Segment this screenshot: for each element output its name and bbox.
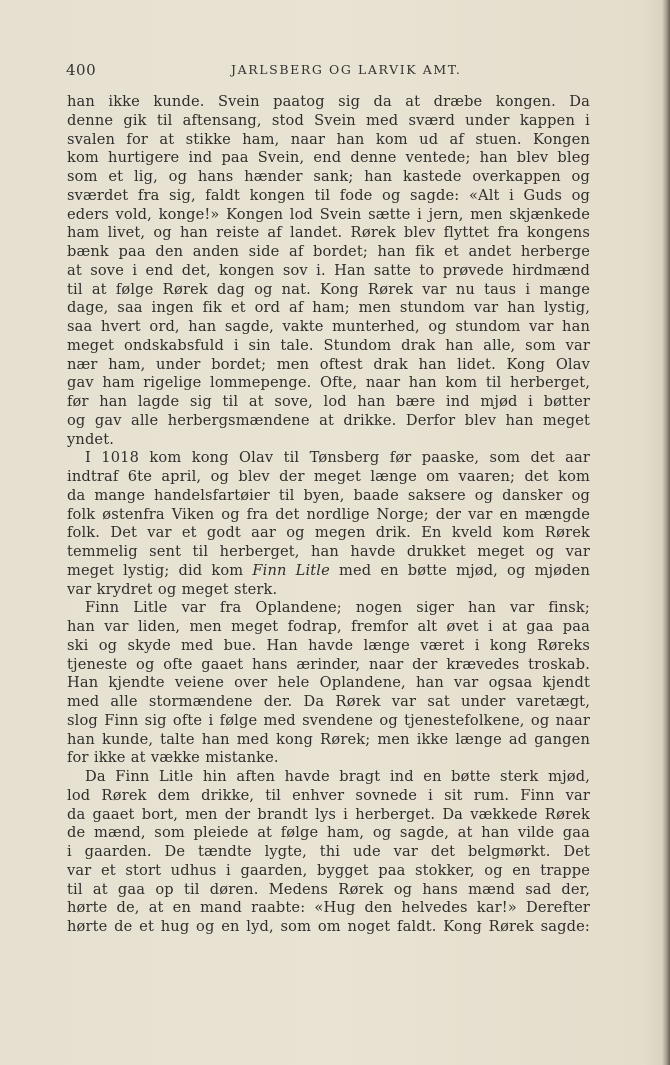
page-edge-shadow [662,0,670,1065]
text-line: og gav alle herbergsmændene at drikke. Derfor blev han meget [67,411,590,429]
text-line: han ikke kunde. Svein paatog sig da at dræbe kongen. Da [67,93,590,110]
text-line: som et lig, og hans hænder sank; han kastede overkappen og [67,168,590,185]
text-line: ham livet, og han reiste af landet. Rørek blev flyttet fra kongens [67,224,590,242]
text-line: folk. Det var et godt aar og megen drik. En kveld kom Rørek [67,524,590,542]
text-line: nær ham, under bordet; men oftest drak han lidet. Kong Olav [67,355,590,373]
text-line: lod Rørek dem drikke, til enhver sovnede i sit rum. Finn var [67,786,590,804]
text-line: eders vold, konge!» Kongen lod Svein sætte i jern, men skjænkede [67,205,590,223]
paragraph-start-line: I 1018 kom kong Olav til Tønsberg før paaske, som det aar [85,449,590,467]
text-line: dage, saa ingen fik et ord af ham; men stundom var han lystig, [67,299,590,317]
text-line: meget ondskabsfuld i sin tale. Stundom drak han alle, som var [67,336,590,354]
line-segment: med en bøtte mjød, og mjøden [329,561,590,579]
text-line: sværdet fra sig, faldt kongen til fode og sagde: «Alt i Guds og [67,186,590,204]
text-line: hørte de et hug og en lyd, som om noget faldt. Kong Rørek sagde: [67,918,590,935]
text-line: de mænd, som pleiede at følge ham, og sagde, at han vilde gaa [67,824,590,842]
text-line: var et stort udhus i gaarden, bygget paa stokker, og en trappe [67,861,590,879]
text-line: temmelig sent til herberget, han havde drukket meget og var [67,543,590,560]
page-number: 400 [66,61,97,79]
text-line: Han kjendte veiene over hele Oplandene, han var ogsaa kjendt [67,674,590,692]
text-line: denne gik til aftensang, stod Svein med sværd under kappen i [67,111,590,129]
text-line: til at gaa op til døren. Medens Rørek og hans mænd sad der, [67,880,590,898]
text-line: han var liden, men meget fodrap, fremfor alt øvet i at gaa paa [67,618,590,635]
text-line: hørte de, at en mand raabte: «Hug den helvedes kar!» Derefter [67,899,590,917]
text-line: slog Finn sig ofte i følge med svendene og tjenestefolkene, og naar [67,711,590,729]
text-line: i gaarden. De tændte lygte, thi ude var det belgmørkt. Det [67,843,590,860]
text-line: gav ham rigelige lommepenge. Ofte, naar han kom til herberget, [67,374,590,392]
text-line: saa hvert ord, han sagde, vakte munterhed, og stundom var han [67,318,590,335]
paragraph-start-line: Da Finn Litle hin aften havde bragt ind en bøtte sterk mjød, [85,768,590,785]
text-line: da mange handelsfartøier til byen, baade saksere og dansker og [67,486,590,504]
text-line: da gaaet bort, men der brandt lys i herberget. Da vækkede Rørek [67,805,590,823]
text-line: han kunde, talte han med kong Rørek; men ikke længe ad gangen [67,730,590,748]
line-segment: meget lystig; did kom [67,561,253,579]
text-line: kom hurtigere ind paa Svein, end denne ventede; han blev bleg [67,149,590,167]
text-line: folk østenfra Viken og fra det nordlige Norge; der var en mængde [67,505,590,523]
text-line-with-italic [67,562,590,581]
paragraph-end-line: var krydret og meget sterk. [67,580,278,598]
text-line: indtraf 6te april, og blev der meget længe om vaaren; det kom [67,468,590,485]
text-line: til at følge Rørek dag og nat. Kong Rørek var nu taus i mange [67,280,590,298]
italic-name: Finn Litle [252,561,330,579]
text-line: tjeneste og ofte gaaet hans ærinder, naar der krævedes troskab. [67,655,590,673]
page-header [66,61,590,81]
text-line: med alle stormændene der. Da Rørek var sat under varetægt, [67,693,590,710]
text-line: svalen for at stikke ham, naar han kom ud af stuen. Kongen [67,130,590,148]
text-line: at sove i end det, kongen sov i. Han satte to prøvede hirdmænd [67,261,590,279]
text-line: før han lagde sig til at sove, lod han bære ind mjød i bøtter [67,393,590,410]
paragraph-end-line: for ikke at vække mistanke. [67,749,279,767]
text-line: bænk paa den anden side af bordet; han fik et andet herberge [67,243,590,260]
body-text [67,93,590,937]
paragraph-start-line: Finn Litle var fra Oplandene; nogen siger han var finsk; [85,599,590,617]
text-line: ski og skyde med bue. Han havde længe været i kong Røreks [67,636,590,654]
running-title: JARLSBERG OG LARVIK AMT. [231,62,462,77]
paragraph-end-line: yndet. [67,430,115,448]
